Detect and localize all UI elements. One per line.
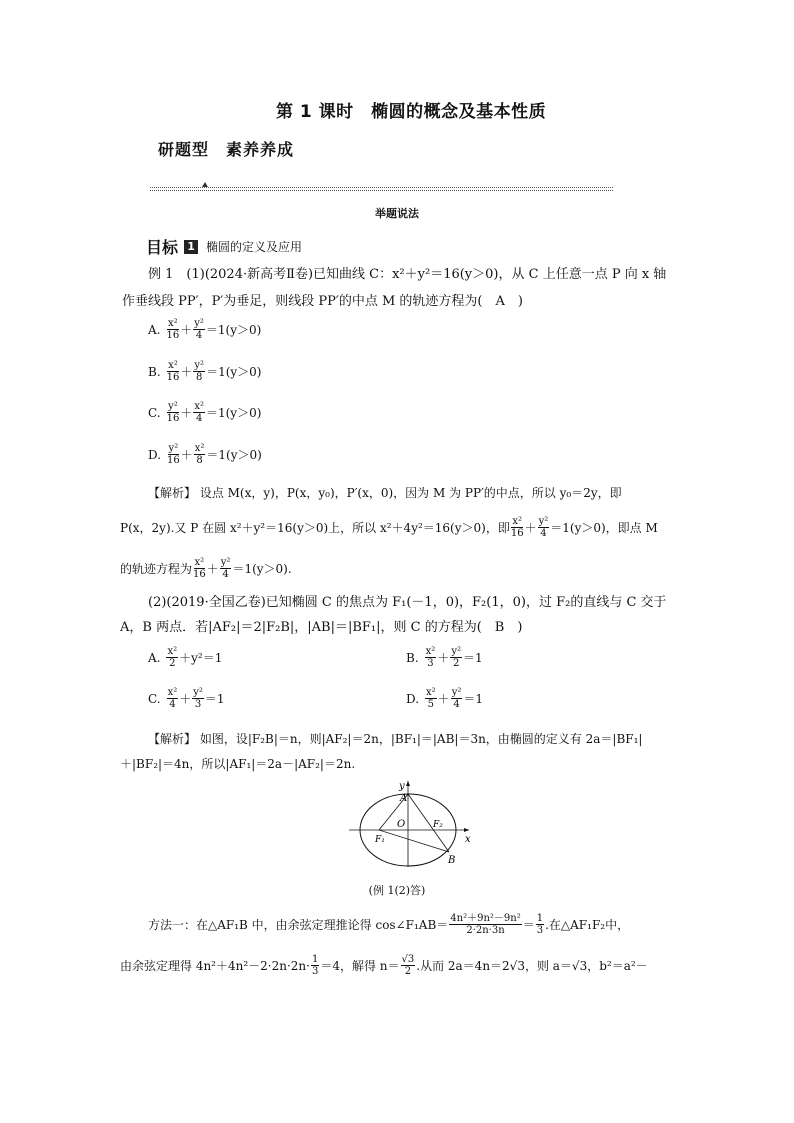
fraction: $\frac{\text{x²}}{5}$ bbox=[426, 687, 436, 710]
fraction: $\frac{\text{y²}}{4}$ bbox=[538, 516, 549, 539]
fraction: $\frac{\text{y²}}{4}$ bbox=[451, 687, 462, 710]
divider-top bbox=[150, 187, 613, 188]
fraction: $\frac{\text{y²}}{4}$ bbox=[194, 318, 204, 341]
option-1d: D. $\frac{\text{y²}}{16}$ ＋ $\frac{\text{x²}}{8}$ ＝1(y＞0) bbox=[148, 443, 262, 466]
option-letter: B. bbox=[148, 364, 161, 379]
method1-line1: 方法一：在△AF₁B 中，由余弦定理推论得 cos∠F₁AB＝ $\frac{\text{4n²＋9n²－9n²}}{2\cdot 2n\cdot 3n}$ ＝ $\frac{1}{3}$ .在△AF₁F₂中， bbox=[148, 913, 630, 936]
fraction: $\frac{\text{y²}}{8}$ bbox=[194, 360, 205, 383]
option-letter: C. bbox=[148, 405, 161, 420]
example1-part1-line2: 作垂线段 PP′，P′为垂足，则线段 PP′的中点 M 的轨迹方程为( A ) bbox=[122, 294, 523, 309]
fraction: $\frac{\text{y²}}{3}$ bbox=[193, 687, 203, 710]
option-2c: C. $\frac{\text{x²}}{4}$ ＋ $\frac{\text{y²}}{3}$ ＝1 bbox=[148, 687, 225, 710]
fraction: $\frac{\text{y²}}{16}$ bbox=[166, 401, 180, 424]
option-tail: ＝1(y＞0) bbox=[205, 406, 262, 420]
method1-line2: 由余弦定理得 4n²＋4n²－2·2n·2n· $\frac{1}{3}$ ＝4，解得 n＝ $\frac{√3}{2}$ .从而 2a＝4n＝2√3，则 a＝√3，b²＝a²－ bbox=[120, 954, 648, 977]
option-tail: ＝1 bbox=[463, 692, 483, 706]
option-2b: B. $\frac{\text{x²}}{3}$ ＋ $\frac{\text{y²}}{2}$ ＝1 bbox=[406, 646, 483, 669]
target-label: 目标 bbox=[146, 238, 179, 257]
x-axis-arrow-icon bbox=[464, 828, 469, 832]
label-b: B bbox=[448, 855, 456, 866]
label-f1: F₁ bbox=[375, 835, 385, 845]
option-tail: ＋y²＝1 bbox=[179, 651, 223, 665]
option-2d: D. $\frac{\text{x²}}{5}$ ＋ $\frac{\text{y²}}{4}$ ＝1 bbox=[406, 687, 483, 710]
fraction: $\frac{\text{y²}}{4}$ bbox=[220, 557, 231, 580]
fraction: $\frac{\text{x²}}{16}$ bbox=[510, 516, 524, 539]
label-o: O bbox=[397, 819, 406, 830]
option-tail: ＝1 bbox=[462, 651, 483, 665]
option-tail: ＝1 bbox=[204, 692, 225, 706]
fraction: $\frac{\text{4n²＋9n²－9n²}}{2\cdot 2n\cdot 3n}$ bbox=[450, 913, 521, 936]
target-number-badge: 1 bbox=[184, 240, 198, 254]
analysis2-line2: ＋|BF₂|＝4n，所以|AF₁|＝2a－|AF₂|＝2n. bbox=[120, 757, 356, 771]
option-2a bbox=[148, 646, 222, 669]
fraction: $\frac{\text{x²}}{4}$ bbox=[194, 401, 204, 424]
analysis1-line2: P(x，2y).又 P 在圆 x²＋y²＝16(y＞0)上，所以 x²＋4y²＝16(y＞0)，即 $\frac{\text{x²}}{16}$ ＋ $\frac{\text{y²}}{4}$ ＝1(y＞0)，即点 M bbox=[120, 516, 658, 539]
example1-part2-line2: A，B 两点．若|AF₂|＝2|F₂B|，|AB|＝|BF₁|，则 C 的方程为( B ) bbox=[120, 620, 523, 635]
example1-part1-line1: 例 1 (1)(2024·新高考Ⅱ卷)已知曲线 C：x²＋y²＝16(y＞0)，从 C 上任意一点 P 向 x 轴 bbox=[148, 267, 667, 282]
y-axis-arrow-icon bbox=[406, 781, 410, 786]
segment-f1b bbox=[379, 830, 449, 852]
option-letter: B. bbox=[406, 650, 419, 665]
fraction: $\frac{1}{3}$ bbox=[311, 954, 319, 977]
fraction: $\frac{\text{x²}}{8}$ bbox=[194, 443, 205, 466]
option-letter: A. bbox=[148, 322, 161, 337]
label-a: A bbox=[400, 793, 408, 804]
option-tail: ＝1(y＞0) bbox=[205, 323, 262, 337]
figure-caption: (例 1(2)答) bbox=[368, 884, 426, 897]
subsection-heading: 举题说法 bbox=[375, 207, 419, 220]
option-letter: D. bbox=[148, 447, 162, 462]
fraction: $\frac{\text{x²}}{16}$ bbox=[166, 318, 180, 341]
fraction: $\frac{1}{3}$ bbox=[536, 913, 544, 936]
option-tail: ＝1(y＞0) bbox=[206, 448, 262, 462]
fraction: $\frac{\text{x²}}{16}$ bbox=[166, 360, 180, 383]
divider-bottom bbox=[150, 190, 613, 191]
analysis2-line1: 【解析】 如图，设|F₂B|＝n，则|AF₂|＝2n，|BF₁|＝|AB|＝3n，由椭圆的定义有 2a＝|BF₁| bbox=[148, 732, 643, 746]
analysis1-line3: 的轨迹方程为 $\frac{\text{x²}}{16}$ ＋ $\frac{\text{y²}}{4}$ ＝1(y＞0). bbox=[120, 557, 292, 580]
option-1b: B. $\frac{\text{x²}}{16}$ ＋ $\frac{\text{y²}}{8}$ ＝1(y＞0) bbox=[148, 360, 262, 383]
option-1c: C. $\frac{\text{y²}}{16}$ ＋ $\frac{\text{x²}}{4}$ ＝1(y＞0) bbox=[148, 401, 262, 424]
fraction: $\frac{\text{x²}}{16}$ bbox=[193, 557, 206, 580]
option-letter: A. bbox=[148, 650, 161, 665]
fraction: $\frac{\text{x²}}{3}$ bbox=[425, 646, 436, 669]
page-title: 第 1 课时 椭圆的概念及基本性质 bbox=[276, 102, 547, 122]
label-f2: F₂ bbox=[433, 820, 443, 830]
option-letter: C. bbox=[148, 691, 161, 706]
analysis1-line1: 【解析】 设点 M(x，y)，P(x，y₀)，P′(x，0)，因为 M 为 PP′的中点，所以 y₀＝2y，即 bbox=[148, 486, 622, 500]
option-1a: A. $\frac{\text{x²}}{16}$ ＋ $\frac{\text{y²}}{4}$ ＝1(y＞0) bbox=[148, 318, 262, 341]
fraction: $\frac{√3}{2}$ bbox=[401, 954, 415, 977]
label-y: y bbox=[399, 781, 405, 792]
fraction: $\frac{\text{y²}}{16}$ bbox=[167, 443, 180, 466]
fraction: $\frac{\text{x²}}{2}$ bbox=[167, 646, 178, 669]
target-name: 椭圆的定义及应用 bbox=[206, 240, 303, 254]
fraction: $\frac{\text{y²}}{2}$ bbox=[451, 646, 461, 669]
divider-marker-icon bbox=[202, 182, 208, 187]
ellipse-figure bbox=[345, 775, 475, 870]
label-x: x bbox=[465, 834, 471, 845]
option-letter: D. bbox=[406, 691, 420, 706]
fraction: $\frac{\text{x²}}{4}$ bbox=[167, 687, 178, 710]
example1-part2-line1: (2)(2019·全国乙卷)已知椭圆 C 的焦点为 F₁(－1，0)，F₂(1，0)，过 F₂的直线与 C 交于 bbox=[148, 595, 667, 610]
section-heading: 研题型 素养养成 bbox=[158, 140, 295, 159]
target-heading bbox=[146, 235, 302, 258]
option-tail: ＝1(y＞0) bbox=[206, 365, 262, 379]
